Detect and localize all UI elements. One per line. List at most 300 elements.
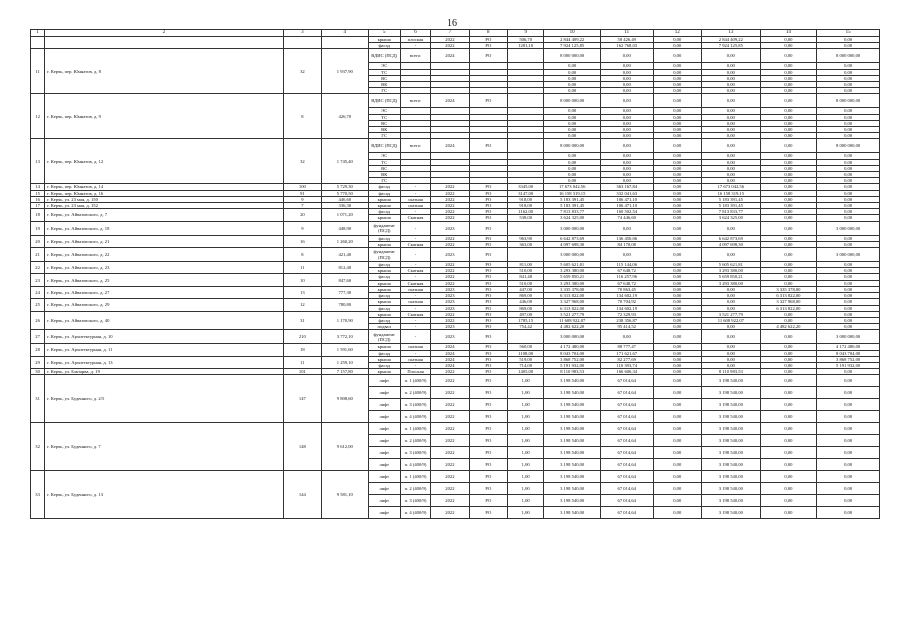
- cost-year-2022: 0,00: [702, 221, 761, 235]
- cost-year-2021: 0,00: [653, 215, 702, 221]
- table-row: [31, 49, 880, 63]
- method: РО: [469, 203, 507, 209]
- cost-total: 4 172 480,00: [544, 344, 601, 350]
- method: РО: [469, 305, 507, 311]
- work-type: фасад: [368, 235, 400, 241]
- cost-per-unit: 70 704,92: [600, 299, 653, 305]
- work-type: крыша: [368, 286, 400, 292]
- header-col-3: 3: [283, 30, 321, 37]
- year: 2022: [431, 209, 469, 215]
- cost-year-2021: 0,00: [653, 324, 702, 330]
- cost-year-2024: 0,00: [817, 299, 880, 305]
- volume: 1,00: [508, 483, 544, 495]
- work-type: фасад: [368, 293, 400, 299]
- roof-type: п. 3 (400/9): [400, 447, 430, 459]
- cost-year-2021: 0,00: [653, 172, 702, 178]
- cost-year-2023: 0,00: [760, 274, 817, 280]
- cost-total: 3 624 325,00: [544, 215, 601, 221]
- cost-total: 0,00: [544, 153, 601, 159]
- cost-year-2021: 0,00: [653, 317, 702, 323]
- building-address: г. Керчь, ул. Буденного, д. 2/5: [45, 375, 284, 423]
- building-address: г. Керчь, пер. Юннатов, д. 14: [45, 184, 284, 190]
- roof-type: п. 4 (400/9): [400, 507, 430, 519]
- cost-year-2024: 0,00: [817, 235, 880, 241]
- cost-year-2022: 0,00: [702, 153, 761, 159]
- volume: 1,00: [508, 435, 544, 447]
- method: РО: [469, 293, 507, 299]
- cost-year-2022: 5 605 621,81: [702, 262, 761, 268]
- year: 2022: [431, 37, 469, 43]
- work-type: лифт: [368, 471, 400, 483]
- building-area: 1 170,90: [322, 311, 368, 330]
- cost-year-2024: 3 000 000,00: [817, 330, 880, 344]
- method: РО: [469, 411, 507, 423]
- building-area: 780,80: [322, 299, 368, 311]
- method: РО: [469, 286, 507, 292]
- cost-total: 3 198 540,00: [544, 483, 601, 495]
- cost-year-2023: 0,00: [760, 311, 817, 317]
- work-type: крыша: [368, 369, 400, 375]
- row-number: 21: [31, 248, 45, 262]
- work-type: фасад: [368, 209, 400, 215]
- method: РО: [469, 459, 507, 471]
- method: РО: [469, 423, 507, 435]
- method: РО: [469, 215, 507, 221]
- volume: [508, 248, 544, 262]
- roof-type: Плоская: [400, 369, 430, 375]
- cost-year-2021: 0,00: [653, 305, 702, 311]
- method: РО: [469, 196, 507, 202]
- method: РО: [469, 274, 507, 280]
- cost-year-2021: 0,00: [653, 184, 702, 190]
- volume: 1,00: [508, 495, 544, 507]
- cost-year-2023: 0,00: [760, 75, 817, 81]
- work-type: лифт: [368, 447, 400, 459]
- building-address: г. Керчь, ул. Айвазовского, д. 29: [45, 299, 284, 311]
- cost-year-2024: 0,00: [817, 43, 880, 49]
- cost-year-2023: 0,00: [760, 507, 817, 519]
- cost-year-2021: 0,00: [653, 356, 702, 362]
- work-type: фасад: [368, 350, 400, 356]
- cost-year-2022: 5 183 391,45: [702, 203, 761, 209]
- cost-year-2024: 0,00: [817, 63, 880, 69]
- cost-year-2022: 5 659 850,21: [702, 274, 761, 280]
- volume: 1,00: [508, 399, 544, 411]
- method: РО: [469, 317, 507, 323]
- roof-type: -: [400, 248, 430, 262]
- cost-year-2021: 0,00: [653, 43, 702, 49]
- header-col-4: 4: [322, 30, 368, 37]
- work-type: ТС: [368, 159, 400, 165]
- year: 2022: [431, 375, 469, 387]
- table-row: [31, 423, 880, 435]
- cost-total: 11 608 922,07: [544, 317, 601, 323]
- work-type: крыша: [368, 37, 400, 43]
- cost-year-2023: 4 482 622,20: [760, 324, 817, 330]
- cost-per-unit: 67 648,72: [600, 280, 653, 286]
- table-row: [31, 94, 880, 108]
- method: РО: [469, 399, 507, 411]
- year: 2023: [431, 293, 469, 299]
- method: РО: [469, 299, 507, 305]
- cost-year-2021: 0,00: [653, 108, 702, 114]
- cost-year-2023: 0,00: [760, 114, 817, 120]
- cost-year-2024: 0,00: [817, 209, 880, 215]
- roof-type: -: [400, 209, 430, 215]
- cost-year-2023: 0,00: [760, 184, 817, 190]
- roof-type: Скатная: [400, 215, 430, 221]
- method: РО: [469, 447, 507, 459]
- roof-type: Скатная: [400, 280, 430, 286]
- roof-type: п. 1 (400/9): [400, 471, 430, 483]
- table-header: [31, 30, 880, 37]
- cost-total: 3 327 968,00: [544, 299, 601, 305]
- cost-year-2021: 0,00: [653, 362, 702, 368]
- cost-per-unit: 67 014,64: [600, 471, 653, 483]
- building-address: г. Керчь, ул. Айвазовского, д. 23: [45, 262, 284, 274]
- cost-year-2021: 0,00: [653, 387, 702, 399]
- row-number: [31, 37, 45, 49]
- roof-type: п. 2 (400/9): [400, 387, 430, 399]
- building-address: г. Керчь, ул. Архитектурная, д. 11: [45, 344, 284, 356]
- roof-type: всего:: [400, 94, 430, 108]
- year: 2022: [431, 447, 469, 459]
- building-address: г. Керчь, ул. Архитектурная, д. 10: [45, 330, 284, 344]
- cost-year-2024: 0,00: [817, 172, 880, 178]
- cost-total: 3 293 380,00: [544, 268, 601, 274]
- roof-type: -: [400, 362, 430, 368]
- cost-year-2021: 0,00: [653, 114, 702, 120]
- work-type: фасад: [368, 305, 400, 311]
- cost-year-2024: 5 191 932,00: [817, 362, 880, 368]
- apartments-count: 147: [283, 375, 321, 423]
- cost-year-2022: 0,00: [702, 248, 761, 262]
- cost-year-2022: 0,00: [702, 108, 761, 114]
- cost-per-unit: 67 014,64: [600, 411, 653, 423]
- year: 2024: [431, 356, 469, 362]
- cost-year-2024: 0,00: [817, 178, 880, 184]
- year: 2022: [431, 43, 469, 49]
- cost-year-2024: 0,00: [817, 165, 880, 171]
- cost-year-2022: 3 198 540,00: [702, 411, 761, 423]
- cost-year-2023: 0,00: [760, 447, 817, 459]
- cost-year-2021: 0,00: [653, 120, 702, 126]
- cost-year-2021: 0,00: [653, 299, 702, 305]
- cost-year-2023: 6 313 822,00: [760, 293, 817, 299]
- cost-year-2023: 0,00: [760, 483, 817, 495]
- cost-per-unit: 0,00: [600, 172, 653, 178]
- cost-year-2021: 0,00: [653, 423, 702, 435]
- cost-year-2024: 0,00: [817, 305, 880, 311]
- roof-type: -: [400, 317, 430, 323]
- cost-year-2023: 0,00: [760, 37, 817, 43]
- cost-total: 0,00: [544, 114, 601, 120]
- cost-year-2021: 0,00: [653, 274, 702, 280]
- cost-year-2023: 0,00: [760, 127, 817, 133]
- table-row: [31, 139, 880, 153]
- cost-year-2023: 0,00: [760, 82, 817, 88]
- cost-year-2022: 3 198 540,00: [702, 495, 761, 507]
- header-col-8: 8: [469, 30, 507, 37]
- cost-per-unit: 67 648,72: [600, 268, 653, 274]
- cost-year-2023: 0,00: [760, 120, 817, 126]
- method: РО: [469, 43, 507, 49]
- volume: 3147,00: [508, 190, 544, 196]
- cost-year-2022: 0,00: [702, 330, 761, 344]
- row-number: 20: [31, 235, 45, 247]
- year: 2022: [431, 268, 469, 274]
- cost-per-unit: 106 471,10: [600, 203, 653, 209]
- cost-year-2022: 0,00: [702, 94, 761, 108]
- year: 2022: [431, 423, 469, 435]
- cost-year-2022: 0,00: [702, 133, 761, 139]
- cost-year-2022: 0,00: [702, 362, 761, 368]
- cost-per-unit: 0,00: [600, 127, 653, 133]
- year: 2022: [431, 435, 469, 447]
- roof-type: п. 1 (400/9): [400, 375, 430, 387]
- cost-year-2021: 0,00: [653, 190, 702, 196]
- cost-year-2023: 0,00: [760, 196, 817, 202]
- row-number: 26: [31, 311, 45, 330]
- cost-year-2023: 0,00: [760, 203, 817, 209]
- cost-year-2023: 0,00: [760, 43, 817, 49]
- roof-type: Скатная: [400, 241, 430, 247]
- cost-year-2022: 0,00: [702, 356, 761, 362]
- roof-type: п. 4 (400/9): [400, 411, 430, 423]
- cost-total: 3 293 380,00: [544, 280, 601, 286]
- page-number: 16: [447, 18, 457, 29]
- apartments-count: 32: [283, 139, 321, 184]
- table-row: [31, 375, 880, 387]
- cost-year-2023: 0,00: [760, 387, 817, 399]
- volume: 447,00: [508, 286, 544, 292]
- row-number: 15: [31, 190, 45, 196]
- cost-year-2023: 0,00: [760, 411, 817, 423]
- cost-year-2021: 0,00: [653, 209, 702, 215]
- cost-year-2022: 0,00: [702, 88, 761, 94]
- cost-per-unit: 0,00: [600, 75, 653, 81]
- row-number: 25: [31, 299, 45, 311]
- cost-year-2024: 3 000 000,00: [817, 221, 880, 235]
- cost-per-unit: 106 471,10: [600, 196, 653, 202]
- building-area: 1 745,40: [322, 139, 368, 184]
- cost-total: 8 110 983,53: [544, 369, 601, 375]
- work-type: фасад: [368, 190, 400, 196]
- roof-type: всего:: [400, 139, 430, 153]
- cost-year-2023: 0,00: [760, 350, 817, 356]
- cost-year-2023: 6 313 822,00: [760, 305, 817, 311]
- method: РО: [469, 248, 507, 262]
- volume: [508, 139, 544, 153]
- row-number: 14: [31, 184, 45, 190]
- header-col-12: 12: [653, 30, 702, 37]
- method: РО: [469, 369, 507, 375]
- cost-year-2021: 0,00: [653, 133, 702, 139]
- row-number: 23: [31, 274, 45, 286]
- volume: 497,00: [508, 311, 544, 317]
- cost-per-unit: 0,00: [600, 248, 653, 262]
- cost-total: 7 813 833,77: [544, 209, 601, 215]
- table-row: [31, 221, 880, 235]
- cost-year-2021: 0,00: [653, 139, 702, 153]
- cost-year-2024: 0,00: [817, 159, 880, 165]
- work-type: ТС: [368, 114, 400, 120]
- cost-year-2022: 3 198 540,00: [702, 507, 761, 519]
- cost-total: 3 198 540,00: [544, 495, 601, 507]
- volume: [508, 330, 544, 344]
- cost-year-2022: 7 813 833,77: [702, 209, 761, 215]
- cost-year-2023: 0,00: [760, 235, 817, 241]
- cost-total: 3 335 378,00: [544, 286, 601, 292]
- cost-per-unit: 0,00: [600, 165, 653, 171]
- cost-per-unit: 0,00: [600, 49, 653, 63]
- method: РО: [469, 483, 507, 495]
- cost-year-2024: 0,00: [817, 268, 880, 274]
- year: 2022: [431, 369, 469, 375]
- apartments-count: 9: [283, 196, 321, 202]
- work-type: лифт: [368, 411, 400, 423]
- apartments-count: 10: [283, 274, 321, 286]
- roof-type: п. 3 (400/9): [400, 399, 430, 411]
- volume: 560,00: [508, 344, 544, 350]
- cost-per-unit: 0,00: [600, 94, 653, 108]
- cost-per-unit: 95 414,52: [600, 324, 653, 330]
- cost-year-2023: 0,00: [760, 495, 817, 507]
- cost-year-2022: 6 642 873,69: [702, 235, 761, 241]
- volume: 1405,00: [508, 369, 544, 375]
- cost-total: 8 000 000,00: [544, 94, 601, 108]
- year: 2022: [431, 196, 469, 202]
- apartments-count: 20: [283, 209, 321, 221]
- cost-year-2022: 3 293 380,00: [702, 268, 761, 274]
- building-address: г. Керчь, ул. Буденного, д. 7: [45, 423, 284, 471]
- cost-year-2023: 0,00: [760, 153, 817, 159]
- building-area: 812,40: [322, 262, 368, 274]
- cost-year-2023: 0,00: [760, 221, 817, 235]
- work-type: крыша: [368, 215, 400, 221]
- cost-year-2024: 0,00: [817, 375, 880, 387]
- work-type: ТС: [368, 69, 400, 75]
- cost-year-2022: 3 198 540,00: [702, 387, 761, 399]
- volume: 1785,15: [508, 317, 544, 323]
- cost-year-2022: 3 198 540,00: [702, 483, 761, 495]
- cost-total: 0,00: [544, 69, 601, 75]
- method: РО: [469, 235, 507, 241]
- apartments-count: 148: [283, 423, 321, 471]
- cost-year-2022: 2 844 409,22: [702, 37, 761, 43]
- cost-total: 8 000 000,00: [544, 139, 601, 153]
- cost-per-unit: 58 426,49: [600, 37, 653, 43]
- row-number: 32: [31, 423, 45, 471]
- cost-year-2023: 0,00: [760, 108, 817, 114]
- method: РО: [469, 471, 507, 483]
- cost-year-2021: 0,00: [653, 399, 702, 411]
- cost-year-2021: 0,00: [653, 268, 702, 274]
- year: 2022: [431, 190, 469, 196]
- method: РО: [469, 37, 507, 43]
- header-col-6: 6: [400, 30, 430, 37]
- volume: 714,00: [508, 362, 544, 368]
- cost-year-2023: 0,00: [760, 178, 817, 184]
- cost-total: 4 097 698,30: [544, 241, 601, 247]
- volume: 918,00: [508, 196, 544, 202]
- header-col-13: 13: [702, 30, 761, 37]
- work-type: фасад: [368, 43, 400, 49]
- cost-year-2024: 0,00: [817, 75, 880, 81]
- roof-type: -: [400, 221, 430, 235]
- row-number: 13: [31, 139, 45, 184]
- cost-per-unit: 0,00: [600, 69, 653, 75]
- year: 2024: [431, 139, 469, 153]
- cost-year-2022: 0,00: [702, 350, 761, 356]
- apartments-count: 12: [283, 299, 321, 311]
- cost-year-2024: 0,00: [817, 483, 880, 495]
- cost-total: 0,00: [544, 63, 601, 69]
- building-area: 421,40: [322, 248, 368, 262]
- year: 2022: [431, 311, 469, 317]
- cost-total: 5 659 850,21: [544, 274, 601, 280]
- building-area: 5 770,50: [322, 190, 368, 196]
- building-address: г. Керчь, ул. Буденного, д. 13: [45, 471, 284, 519]
- cost-year-2021: 0,00: [653, 248, 702, 262]
- work-type: фасад: [368, 274, 400, 280]
- table-row: [31, 248, 880, 262]
- cost-year-2022: 0,00: [702, 63, 761, 69]
- apartments-count: 100: [283, 184, 321, 190]
- year: 2022: [431, 399, 469, 411]
- apartments-count: 18: [283, 344, 321, 356]
- cost-total: 3 198 540,00: [544, 375, 601, 387]
- work-type: лифт: [368, 483, 400, 495]
- cost-year-2024: 0,00: [817, 215, 880, 221]
- year: 2022: [431, 280, 469, 286]
- work-type: лифт: [368, 507, 400, 519]
- cost-per-unit: 67 014,64: [600, 495, 653, 507]
- cost-year-2021: 0,00: [653, 235, 702, 241]
- cost-year-2024: 8 000 000,00: [817, 94, 880, 108]
- work-type: ВДИС (ПСД): [368, 49, 400, 63]
- method: РО: [469, 387, 507, 399]
- cost-year-2024: 0,00: [817, 241, 880, 247]
- roof-type: -: [400, 262, 430, 268]
- cost-year-2022: 3 198 540,00: [702, 399, 761, 411]
- work-type: крыша: [368, 203, 400, 209]
- cost-total: 0,00: [544, 178, 601, 184]
- cost-year-2021: 0,00: [653, 447, 702, 459]
- building-area: 426,70: [322, 94, 368, 139]
- cost-total: 6 313 822,00: [544, 305, 601, 311]
- building-address: [45, 37, 284, 49]
- building-area: [322, 37, 368, 49]
- row-number: 24: [31, 286, 45, 298]
- row-number: 19: [31, 221, 45, 235]
- roof-type: -: [400, 235, 430, 241]
- cost-per-unit: 171 621,67: [600, 350, 653, 356]
- cost-year-2024: 0,00: [817, 495, 880, 507]
- volume: 963,90: [508, 235, 544, 241]
- cost-year-2024: 0,00: [817, 435, 880, 447]
- cost-year-2021: 0,00: [653, 435, 702, 447]
- year: 2022: [431, 387, 469, 399]
- cost-year-2021: 0,00: [653, 241, 702, 247]
- year: 2022: [431, 411, 469, 423]
- cost-total: 0,00: [544, 108, 601, 114]
- cost-year-2021: 0,00: [653, 37, 702, 43]
- cost-year-2024: 0,00: [817, 423, 880, 435]
- cost-year-2024: 0,00: [817, 399, 880, 411]
- cost-year-2022: 0,00: [702, 324, 761, 330]
- cost-per-unit: 67 014,64: [600, 387, 653, 399]
